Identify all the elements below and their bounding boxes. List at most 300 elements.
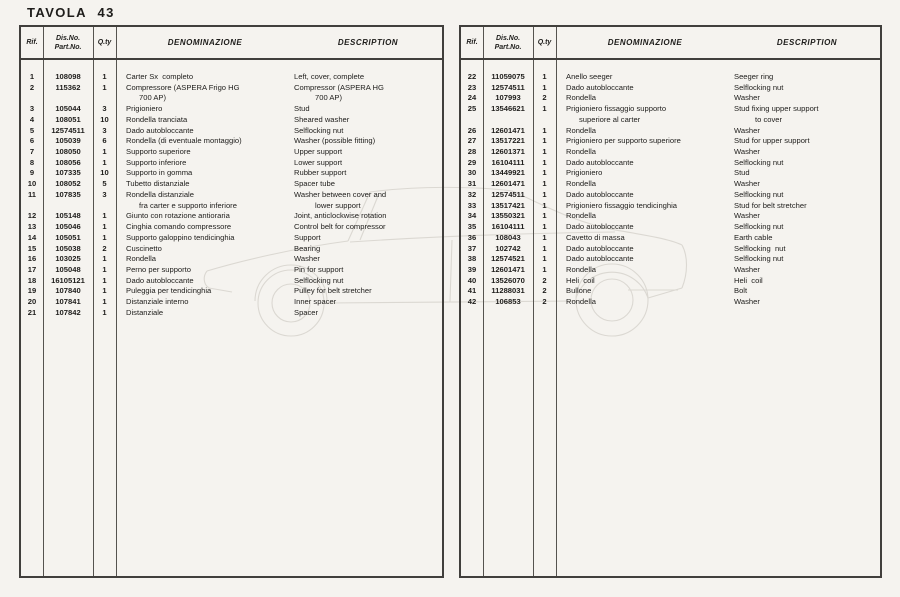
name-cells	[556, 201, 880, 212]
qty-cell: 2	[542, 93, 547, 103]
table-row	[461, 126, 880, 137]
name-cells	[116, 115, 442, 126]
part-no-cell: 13449921	[491, 168, 525, 178]
name-cells	[556, 115, 880, 126]
name-cells	[116, 136, 442, 147]
rif-cell: 39	[467, 264, 477, 274]
rif-cell: 18	[27, 275, 37, 285]
part-no-cell: 13546621	[491, 104, 525, 114]
denominazione-cell: Dado autobloccante	[566, 243, 634, 253]
description-cell: Selflocking nut	[734, 243, 786, 253]
denominazione-cell: Dado autobloccante	[126, 275, 194, 285]
rif-cell: 13	[27, 222, 37, 232]
name-cells	[116, 190, 442, 201]
part-no-cell: 106853	[495, 297, 521, 307]
description-cell: Sheared washer	[294, 114, 350, 124]
description-cell: Earth cable	[734, 232, 773, 242]
qty-cell: 1	[542, 222, 547, 232]
rif-cell: 6	[29, 136, 35, 146]
qty-cell	[533, 115, 556, 126]
rif-cell: 34	[467, 211, 477, 221]
denominazione-cell: Giunto con rotazione antioraria	[126, 211, 230, 221]
rif-cell: 21	[27, 307, 37, 317]
col-header-description: DESCRIPTION	[337, 38, 399, 47]
part-no-cell: 108098	[55, 72, 81, 81]
name-cells	[556, 147, 880, 158]
col-header-names	[116, 38, 442, 47]
name-cells	[116, 72, 442, 83]
table-row	[461, 93, 880, 104]
table-row	[461, 147, 880, 158]
table-row	[21, 115, 442, 126]
description-cell: Washer	[734, 93, 760, 103]
name-cells	[556, 72, 880, 83]
denominazione-cell: Dado autobloccante	[126, 125, 194, 135]
table-row-continuation	[21, 201, 442, 212]
description-cell: Washer	[734, 125, 760, 135]
description-cell: Stud fixing upper support	[734, 104, 819, 114]
description-cell: Heli coil	[734, 275, 763, 285]
rif-cell: 11	[27, 189, 37, 199]
part-no-cell: 108051	[55, 114, 81, 124]
part-no-cell: 108050	[55, 147, 81, 157]
table-row	[21, 83, 442, 94]
description-cell: Spacer tube	[294, 179, 335, 189]
name-cells	[116, 308, 442, 319]
name-cells	[116, 104, 442, 115]
qty-cell: 2	[542, 297, 547, 307]
description-cell: Selflocking nut	[734, 222, 784, 232]
denominazione-cell: 700 AP)	[139, 93, 167, 103]
description-cell: Stud	[294, 104, 310, 114]
qty-cell: 1	[102, 297, 107, 307]
col-header-rif: Rif.	[26, 39, 38, 46]
description-cell: Control belt for compressor	[294, 222, 386, 232]
qty-cell: 1	[102, 254, 107, 264]
qty-cell: 3	[102, 104, 107, 114]
name-cells	[116, 276, 442, 287]
name-cells	[556, 136, 880, 147]
qty-cell: 6	[102, 136, 107, 146]
qty-cell: 1	[102, 222, 107, 232]
table-row	[21, 136, 442, 147]
description-cell: Left, cover, complete	[294, 72, 365, 81]
denominazione-cell: Rondella	[566, 179, 596, 189]
rif-cell: 1	[29, 72, 35, 81]
part-no-cell: 107841	[55, 297, 81, 307]
table-body-right	[461, 60, 880, 308]
table-row	[21, 72, 442, 83]
part-no-cell: 12574511	[491, 189, 525, 199]
rif-cell: 38	[467, 254, 477, 264]
rif-cell: 4	[29, 114, 35, 124]
col-header-rif: Rif.	[466, 39, 478, 46]
description-cell: Washer	[294, 254, 320, 264]
table-row	[461, 168, 880, 179]
denominazione-cell: Rondella	[126, 254, 156, 264]
table-row	[461, 136, 880, 147]
part-no-cell	[483, 115, 533, 126]
denominazione-cell: Perno per supporto	[126, 264, 192, 274]
description-cell: Selflocking nut	[734, 189, 784, 199]
rif-cell: 7	[29, 147, 35, 157]
rif-cell: 35	[467, 222, 477, 232]
table-header	[21, 27, 442, 60]
col-header-description: DESCRIPTION	[776, 38, 838, 47]
denominazione-cell: Dado autobloccante	[566, 189, 634, 199]
description-cell: Washer	[734, 211, 760, 221]
description-cell: Bearing	[294, 243, 321, 253]
table-row	[461, 190, 880, 201]
part-no-cell: 13526070	[491, 275, 525, 285]
qty-cell: 10	[100, 168, 109, 178]
name-cells	[556, 286, 880, 297]
name-cells	[116, 83, 442, 94]
qty-cell: 1	[102, 232, 107, 242]
denominazione-cell: Heli coil	[566, 275, 595, 285]
part-no-cell: 12574521	[491, 254, 525, 264]
table-row	[21, 297, 442, 308]
name-cells	[556, 179, 880, 190]
part-no-cell: 105044	[55, 104, 81, 114]
part-no-cell: 16104111	[491, 222, 525, 232]
table-row	[461, 222, 880, 233]
name-cells	[556, 158, 880, 169]
rif-cell: 30	[467, 168, 477, 178]
qty-cell: 1	[102, 286, 107, 296]
table-row	[461, 104, 880, 115]
name-cells	[116, 222, 442, 233]
col-header-names	[556, 38, 880, 47]
rif-cell: 2	[29, 82, 35, 92]
name-cells	[556, 83, 880, 94]
name-cells	[116, 168, 442, 179]
rif-cell: 37	[467, 243, 477, 253]
name-cells	[556, 297, 880, 308]
denominazione-cell: Dado autobloccante	[566, 222, 634, 232]
col-header-part: Dis.No. Part.No.	[494, 34, 522, 51]
table-row	[21, 190, 442, 201]
rif-cell: 14	[27, 232, 37, 242]
denominazione-cell: Cavetto di massa	[566, 232, 625, 242]
rif-cell: 9	[29, 168, 35, 178]
table-row	[461, 244, 880, 255]
qty-cell: 1	[102, 147, 107, 157]
rif-cell: 33	[467, 200, 477, 210]
description-cell: Selflocking nut	[734, 82, 784, 92]
qty-cell: 5	[102, 179, 107, 189]
qty-cell: 1	[542, 200, 547, 210]
description-cell: Washer	[734, 264, 760, 274]
part-no-cell: 102742	[495, 243, 521, 253]
denominazione-cell: Distanziale	[126, 307, 164, 317]
qty-cell: 1	[102, 82, 107, 92]
rif-cell: 3	[29, 104, 35, 114]
part-no-cell: 107840	[55, 286, 81, 296]
name-cells	[556, 168, 880, 179]
parts-table-left	[19, 25, 444, 578]
name-cells	[556, 254, 880, 265]
description-cell: Pin for support	[294, 264, 344, 274]
parts-table-right	[459, 25, 882, 578]
part-no-cell: 105048	[55, 264, 81, 274]
part-no-cell: 105038	[55, 243, 81, 253]
qty-cell	[93, 93, 116, 104]
description-cell: Stud for upper support	[734, 136, 810, 146]
name-cells	[556, 190, 880, 201]
qty-cell: 1	[542, 189, 547, 199]
description-cell: Joint, anticlockwise rotation	[294, 211, 387, 221]
name-cells	[556, 93, 880, 104]
denominazione-cell: Supporto galoppino tendicinghia	[126, 232, 235, 242]
part-no-cell: 107993	[495, 93, 521, 103]
denominazione-cell: Dado autobloccante	[566, 82, 634, 92]
denominazione-cell: Cuscinetto	[126, 243, 162, 253]
denominazione-cell: Rondella	[566, 211, 596, 221]
table-row	[21, 222, 442, 233]
part-no-cell: 103025	[55, 254, 81, 264]
col-header-denominazione: DENOMINAZIONE	[167, 38, 243, 47]
table-row	[21, 244, 442, 255]
qty-cell: 1	[542, 125, 547, 135]
description-cell: Washer	[734, 179, 760, 189]
denominazione-cell: Anello seeger	[566, 72, 613, 81]
part-no-cell	[43, 201, 93, 212]
denominazione-cell: Supporto superiore	[126, 147, 191, 157]
rif-cell: 8	[29, 157, 35, 167]
rif-cell: 26	[467, 125, 477, 135]
table-row	[461, 276, 880, 287]
rif-cell: 15	[27, 243, 37, 253]
denominazione-cell: Rondella	[566, 297, 596, 307]
part-no-cell: 12601371	[491, 147, 525, 157]
qty-cell: 2	[542, 286, 547, 296]
part-no-cell: 108056	[55, 157, 81, 167]
denominazione-cell: superiore al carter	[579, 114, 641, 124]
name-cells	[116, 286, 442, 297]
rif-cell	[461, 115, 483, 126]
description-cell: Upper support	[294, 147, 343, 157]
qty-cell: 1	[542, 179, 547, 189]
name-cells	[116, 265, 442, 276]
rif-cell: 31	[467, 179, 477, 189]
description-cell: Washer (possible fitting)	[294, 136, 376, 146]
col-header-denominazione: DENOMINAZIONE	[607, 38, 683, 47]
denominazione-cell: Rondella distanziale	[126, 189, 194, 199]
table-row	[21, 168, 442, 179]
part-no-cell: 108043	[495, 232, 521, 242]
description-cell: Seeger ring	[734, 72, 774, 81]
description-cell: Lower support	[294, 157, 343, 167]
name-cells	[556, 222, 880, 233]
qty-cell: 3	[102, 125, 107, 135]
denominazione-cell: Rondella	[566, 147, 596, 157]
table-body-left	[21, 60, 442, 319]
table-row	[21, 265, 442, 276]
denominazione-cell: Rondella tranciata	[126, 114, 188, 124]
rif-cell: 16	[27, 254, 37, 264]
qty-cell: 1	[542, 211, 547, 221]
description-cell: Stud	[734, 168, 750, 178]
denominazione-cell: Tubetto distanziale	[126, 179, 190, 189]
table-row	[21, 233, 442, 244]
name-cells	[116, 233, 442, 244]
table-row	[461, 83, 880, 94]
table-row-continuation	[461, 115, 880, 126]
table-row	[461, 211, 880, 222]
table-row	[461, 254, 880, 265]
description-cell: Washer	[734, 147, 760, 157]
denominazione-cell: Supporto in gomma	[126, 168, 193, 178]
description-cell: Selflocking nut	[734, 254, 784, 264]
description-cell: Spacer	[294, 307, 319, 317]
denominazione-cell: Prigioniero	[126, 104, 163, 114]
rif-cell: 23	[467, 82, 477, 92]
denominazione-cell: Puleggia per tendicinghia	[126, 286, 212, 296]
description-cell: Stud for belt stretcher	[734, 200, 807, 210]
rif-cell: 24	[467, 93, 477, 103]
rif-cell: 40	[467, 275, 477, 285]
rif-cell: 27	[467, 136, 477, 146]
part-no-cell: 107335	[55, 168, 81, 178]
qty-cell: 1	[542, 72, 547, 81]
table-row	[21, 254, 442, 265]
qty-cell: 1	[542, 264, 547, 274]
description-cell: Washer between cover and	[294, 189, 387, 199]
denominazione-cell: Prigioniero per supporto superiore	[566, 136, 681, 146]
denominazione-cell: Distanziale interno	[126, 297, 189, 307]
rif-cell: 17	[27, 264, 37, 274]
denominazione-cell: Rondella	[566, 125, 596, 135]
name-cells	[116, 179, 442, 190]
table-row	[21, 286, 442, 297]
part-no-cell: 16104111	[491, 157, 525, 167]
part-no-cell: 12574511	[491, 82, 525, 92]
qty-cell: 2	[542, 275, 547, 285]
name-cells	[556, 265, 880, 276]
description-cell: 700 AP)	[315, 93, 343, 103]
table-header	[461, 27, 880, 60]
table-row	[21, 211, 442, 222]
name-cells	[116, 211, 442, 222]
denominazione-cell: Prigioniero	[566, 168, 603, 178]
part-no-cell: 105148	[55, 211, 81, 221]
description-cell: Selflocking nut	[734, 157, 784, 167]
name-cells	[116, 297, 442, 308]
name-cells	[556, 244, 880, 255]
rif-cell	[21, 201, 43, 212]
rif-cell: 19	[27, 286, 37, 296]
qty-cell	[93, 201, 116, 212]
denominazione-cell: Cinghia comando compressore	[126, 222, 232, 232]
col-header-qty: Q.ty	[537, 39, 552, 46]
name-cells	[116, 244, 442, 255]
description-cell: to cover	[755, 114, 783, 124]
rif-cell: 36	[467, 232, 477, 242]
name-cells	[556, 233, 880, 244]
rif-cell: 29	[467, 157, 477, 167]
denominazione-cell: fra carter e supporto inferiore	[139, 200, 237, 210]
part-no-cell: 12601471	[491, 179, 525, 189]
table-row	[461, 72, 880, 83]
table-row	[461, 297, 880, 308]
description-cell: Compressor (ASPERA HG	[294, 82, 384, 92]
denominazione-cell: Rondella (di eventuale montaggio)	[126, 136, 242, 146]
part-no-cell: 105039	[55, 136, 81, 146]
qty-cell: 1	[102, 264, 107, 274]
table-row	[21, 308, 442, 319]
qty-cell: 10	[100, 114, 109, 124]
name-cells	[556, 276, 880, 287]
rif-cell: 42	[467, 297, 477, 307]
qty-cell: 3	[102, 189, 107, 199]
part-no-cell: 12574511	[51, 125, 85, 135]
qty-cell: 2	[102, 243, 107, 253]
description-cell: Selflocking nut	[294, 275, 344, 285]
part-no-cell: 108052	[55, 179, 81, 189]
table-row	[461, 265, 880, 276]
page-title: TAVOLA 43	[27, 5, 115, 20]
table-row	[461, 201, 880, 212]
denominazione-cell: Dado autobloccante	[566, 157, 634, 167]
denominazione-cell: Rondella	[566, 93, 596, 103]
denominazione-cell: Bullone	[566, 286, 592, 296]
part-no-cell: 12601471	[491, 125, 525, 135]
description-cell: Bolt	[734, 286, 748, 296]
qty-cell: 1	[102, 72, 107, 81]
qty-cell: 1	[542, 136, 547, 146]
rif-cell: 41	[467, 286, 477, 296]
qty-cell: 1	[542, 243, 547, 253]
qty-cell: 1	[542, 104, 547, 114]
description-cell: Support	[294, 232, 321, 242]
rif-cell: 5	[29, 125, 35, 135]
col-header-part: Dis.No. Part.No.	[54, 34, 82, 51]
rif-cell: 12	[27, 211, 37, 221]
qty-cell: 1	[102, 157, 107, 167]
qty-cell: 1	[542, 168, 547, 178]
part-no-cell: 16105121	[51, 275, 85, 285]
part-no-cell: 11288031	[491, 286, 525, 296]
part-no-cell: 11059075	[491, 72, 525, 81]
rif-cell: 20	[27, 297, 37, 307]
qty-cell: 1	[542, 254, 547, 264]
table-row	[21, 104, 442, 115]
part-no-cell: 13517221	[491, 136, 525, 146]
table-row	[21, 179, 442, 190]
table-row	[21, 147, 442, 158]
table-row	[461, 179, 880, 190]
rif-cell: 10	[27, 179, 37, 189]
table-row-continuation	[21, 93, 442, 104]
part-no-cell: 105046	[55, 222, 81, 232]
table-row	[461, 286, 880, 297]
rif-cell: 22	[467, 72, 477, 81]
denominazione-cell: Supporto inferiore	[126, 157, 187, 167]
qty-cell: 1	[102, 275, 107, 285]
denominazione-cell: Compressore (ASPERA Frigo HG	[126, 82, 240, 92]
qty-cell: 1	[102, 211, 107, 221]
description-cell: lower support	[315, 200, 361, 210]
description-cell: Inner spacer	[294, 297, 337, 307]
name-cells	[556, 126, 880, 137]
part-no-cell: 13517421	[491, 200, 525, 210]
description-cell: Selflocking nut	[294, 125, 344, 135]
part-no-cell: 12601471	[491, 264, 525, 274]
denominazione-cell: Dado autobloccante	[566, 254, 634, 264]
denominazione-cell: Rondella	[566, 264, 596, 274]
denominazione-cell: Carter Sx completo	[126, 72, 194, 81]
